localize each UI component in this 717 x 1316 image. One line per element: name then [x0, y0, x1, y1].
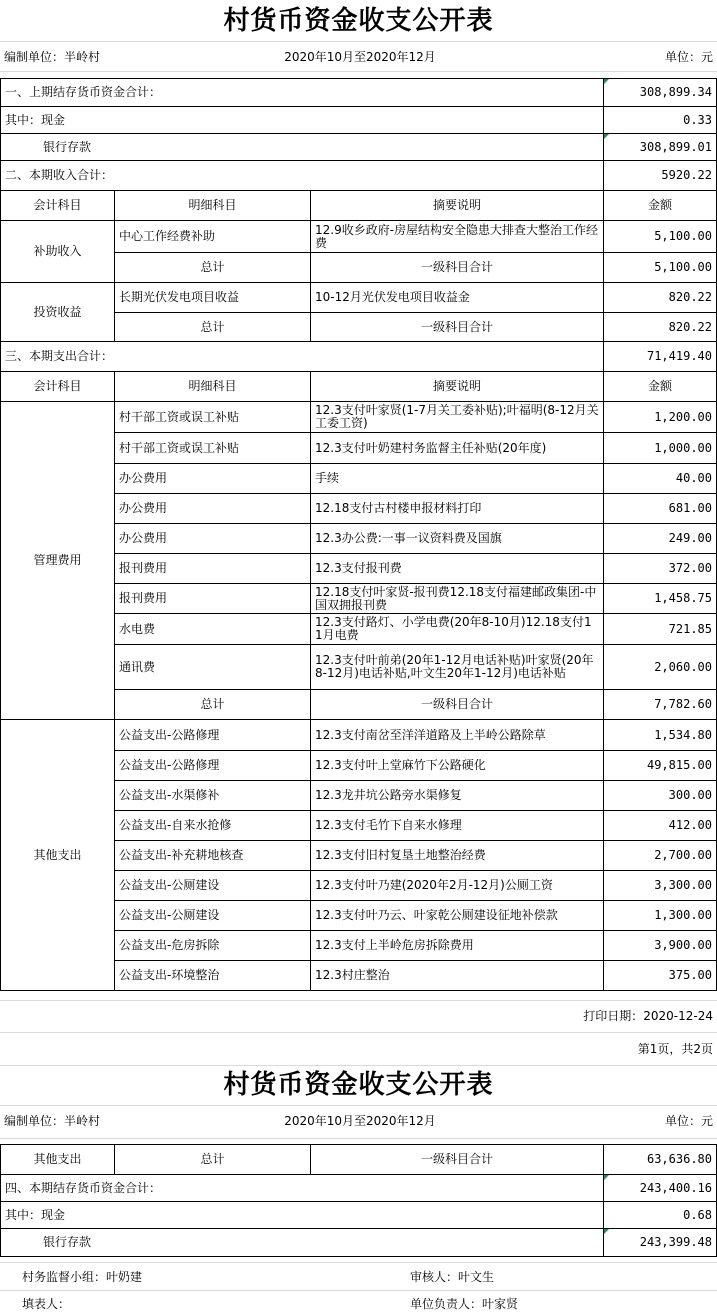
- mgmt-detail: 报刊费用: [114, 583, 311, 614]
- mgmt-amount: 721.85: [603, 613, 717, 645]
- mgmt-detail: 村干部工资或误工补贴: [114, 432, 311, 464]
- mgmt-desc: 12.3支付叶家贤(1-7月关工委补贴);叶福明(8-12月关工委工资): [310, 401, 604, 433]
- grid-line: [0, 71, 717, 72]
- income-account-0: 补助收入: [0, 220, 115, 283]
- desc-header: 摘要说明: [310, 371, 604, 402]
- end-balance-value: 243,400.16: [603, 1174, 717, 1202]
- other-desc: 12.3村庄整治: [310, 960, 604, 991]
- prev-bank-value: 308,899.01: [603, 133, 717, 161]
- unit-label: 编制单位：半岭村: [4, 1114, 101, 1128]
- grid-line: [0, 1000, 717, 1001]
- income-total-label: 总计: [114, 312, 311, 342]
- period-label: 2020年10月至2020年12月: [284, 50, 436, 64]
- other-detail: 公益支出-水渠修补: [114, 780, 311, 811]
- other-desc: 12.3支付叶上堂麻竹下公路硬化: [310, 750, 604, 781]
- other-amount: 2,700.00: [603, 840, 717, 871]
- mgmt-detail: 通讯费: [114, 644, 311, 690]
- other-desc: 12.3支付旧村复垦土地整治经费: [310, 840, 604, 871]
- mgmt-total-desc: 一级科目合计: [310, 689, 604, 720]
- other-account: 其他支出: [0, 719, 115, 991]
- page-title: 村货币资金收支公开表: [223, 1070, 494, 1100]
- income-value: 5920.22: [603, 160, 717, 191]
- end-balance-label: 四、本期结存货币资金合计：: [0, 1174, 604, 1202]
- amount-header: 金额: [603, 190, 717, 221]
- income-desc: 12.9收乡政府-房屋结构安全隐患大排查大整治工作经费: [310, 220, 604, 253]
- unit-label: 编制单位：半岭村: [4, 50, 101, 64]
- mgmt-desc: 12.18支付叶家贤-报刊费12.18支付福建邮政集团-中国双拥报刊费: [310, 583, 604, 614]
- other-detail: 公益支出-自来水抢修: [114, 810, 311, 841]
- other-desc: 12.3支付叶乃云、叶家乾公厕建设征地补偿款: [310, 900, 604, 931]
- income-desc: 10-12月光伏发电项目收益金: [310, 282, 604, 313]
- other-account: 其他支出: [0, 1144, 115, 1175]
- mgmt-account: 管理费用: [0, 401, 115, 720]
- income-total-desc: 一级科目合计: [310, 312, 604, 342]
- prev-cash-label: 其中：现金: [0, 106, 604, 134]
- other-amount: 3,900.00: [603, 930, 717, 961]
- expense-label: 三、本期支出合计：: [0, 341, 604, 372]
- grid-line: [0, 1105, 717, 1106]
- reviewer-label: 审核人：叶文生: [410, 1270, 495, 1284]
- prev-cash-value: 0.33: [603, 106, 717, 134]
- account-header: 会计科目: [0, 190, 115, 221]
- other-total-label: 总计: [114, 1144, 311, 1175]
- other-amount: 300.00: [603, 780, 717, 811]
- income-detail: 长期光伏发电项目收益: [114, 282, 311, 313]
- income-detail: 中心工作经费补助: [114, 220, 311, 253]
- grid-line: [0, 1032, 717, 1033]
- mgmt-desc: 12.3办公费:一事一议资料费及国旗: [310, 523, 604, 554]
- mgmt-detail: 办公费用: [114, 523, 311, 554]
- other-amount: 3,300.00: [603, 870, 717, 901]
- grid-line: [0, 1290, 717, 1291]
- mgmt-desc: 12.3支付报刊费: [310, 553, 604, 584]
- income-amount: 5,100.00: [603, 220, 717, 253]
- prev-balance-label: 一、上期结存货币资金合计：: [0, 78, 604, 107]
- income-label: 二、本期收入合计：: [0, 160, 604, 191]
- period-label: 2020年10月至2020年12月: [284, 1114, 436, 1128]
- end-cash-value: 0.68: [603, 1201, 717, 1229]
- detail-header: 明细科目: [114, 371, 311, 402]
- mgmt-amount: 1,458.75: [603, 583, 717, 614]
- amount-header: 金额: [603, 371, 717, 402]
- leader-label: 单位负责人：叶家贤: [410, 1297, 519, 1311]
- other-detail: 公益支出-公路修理: [114, 750, 311, 781]
- other-desc: 12.3支付上半岭危房拆除费用: [310, 930, 604, 961]
- detail-header: 明细科目: [114, 190, 311, 221]
- other-desc: 12.3支付叶乃建(2020年2月-12月)公厕工资: [310, 870, 604, 901]
- end-cash-label: 其中：现金: [0, 1201, 604, 1229]
- prev-balance-value: 308,899.34: [603, 78, 717, 107]
- other-detail: 公益支出-公路修理: [114, 719, 311, 751]
- mgmt-total-amount: 7,782.60: [603, 689, 717, 720]
- expense-value: 71,419.40: [603, 341, 717, 372]
- mgmt-detail: 办公费用: [114, 493, 311, 524]
- income-total-desc: 一级科目合计: [310, 252, 604, 283]
- mgmt-total-label: 总计: [114, 689, 311, 720]
- other-amount: 1,534.80: [603, 719, 717, 751]
- income-total-label: 总计: [114, 252, 311, 283]
- grid-line: [0, 1138, 717, 1139]
- page-title: 村货币资金收支公开表: [223, 6, 494, 36]
- other-detail: 公益支出-补充耕地核查: [114, 840, 311, 871]
- mgmt-desc: 12.3支付叶前弟(20年1-12月电话补贴)叶家贤(20年8-12月)电话补贴,叶文生20年1-12月)电话补贴: [310, 644, 604, 690]
- mgmt-amount: 372.00: [603, 553, 717, 584]
- mgmt-amount: 249.00: [603, 523, 717, 554]
- end-bank-value: 243,399.48: [603, 1228, 717, 1257]
- other-amount: 49,815.00: [603, 750, 717, 781]
- mgmt-desc: 12.18支付古村楼申报材料打印: [310, 493, 604, 524]
- mgmt-amount: 1,200.00: [603, 401, 717, 433]
- mgmt-detail: 报刊费用: [114, 553, 311, 584]
- mgmt-amount: 40.00: [603, 463, 717, 494]
- preparer-label: 填表人：: [22, 1297, 71, 1311]
- mgmt-amount: 1,000.00: [603, 432, 717, 464]
- other-total-amount: 63,636.80: [603, 1144, 717, 1175]
- other-desc: 12.3支付南岔至洋洋道路及上半岭公路除草: [310, 719, 604, 751]
- mgmt-desc: 12.3支付叶奶建村务监督主任补贴(20年度): [310, 432, 604, 464]
- grid-line: [0, 41, 717, 42]
- mgmt-detail: 办公费用: [114, 463, 311, 494]
- end-bank-label: 银行存款: [0, 1228, 604, 1257]
- income-total-amount: 820.22: [603, 312, 717, 342]
- mgmt-desc: 12.3支付路灯、小学电费(20年8-10月)12.18支付11月电费: [310, 613, 604, 645]
- prev-bank-label: 银行存款: [0, 133, 604, 161]
- income-account-1: 投资收益: [0, 282, 115, 342]
- other-detail: 公益支出-环境整治: [114, 960, 311, 991]
- mgmt-amount: 2,060.00: [603, 644, 717, 690]
- other-amount: 375.00: [603, 960, 717, 991]
- page-number: 第1页，共2页: [637, 1042, 713, 1056]
- grid-line: [0, 1262, 717, 1263]
- other-detail: 公益支出-公厕建设: [114, 900, 311, 931]
- mgmt-detail: 水电费: [114, 613, 311, 645]
- account-header: 会计科目: [0, 371, 115, 402]
- currency-label: 单位：元: [664, 1114, 713, 1128]
- other-detail: 公益支出-危房拆除: [114, 930, 311, 961]
- currency-label: 单位：元: [664, 50, 713, 64]
- desc-header: 摘要说明: [310, 190, 604, 221]
- other-total-desc: 一级科目合计: [310, 1144, 604, 1175]
- other-desc: 12.3支付毛竹下自来水修理: [310, 810, 604, 841]
- supervisor-label: 村务监督小组：叶奶建: [22, 1270, 143, 1284]
- mgmt-detail: 村干部工资或误工补贴: [114, 401, 311, 433]
- income-amount: 820.22: [603, 282, 717, 313]
- other-amount: 1,300.00: [603, 900, 717, 931]
- print-date: 打印日期：2020-12-24: [583, 1009, 713, 1023]
- mgmt-desc: 手续: [310, 463, 604, 494]
- income-total-amount: 5,100.00: [603, 252, 717, 283]
- other-desc: 12.3龙井坑公路旁水渠修复: [310, 780, 604, 811]
- other-amount: 412.00: [603, 810, 717, 841]
- other-detail: 公益支出-公厕建设: [114, 870, 311, 901]
- mgmt-amount: 681.00: [603, 493, 717, 524]
